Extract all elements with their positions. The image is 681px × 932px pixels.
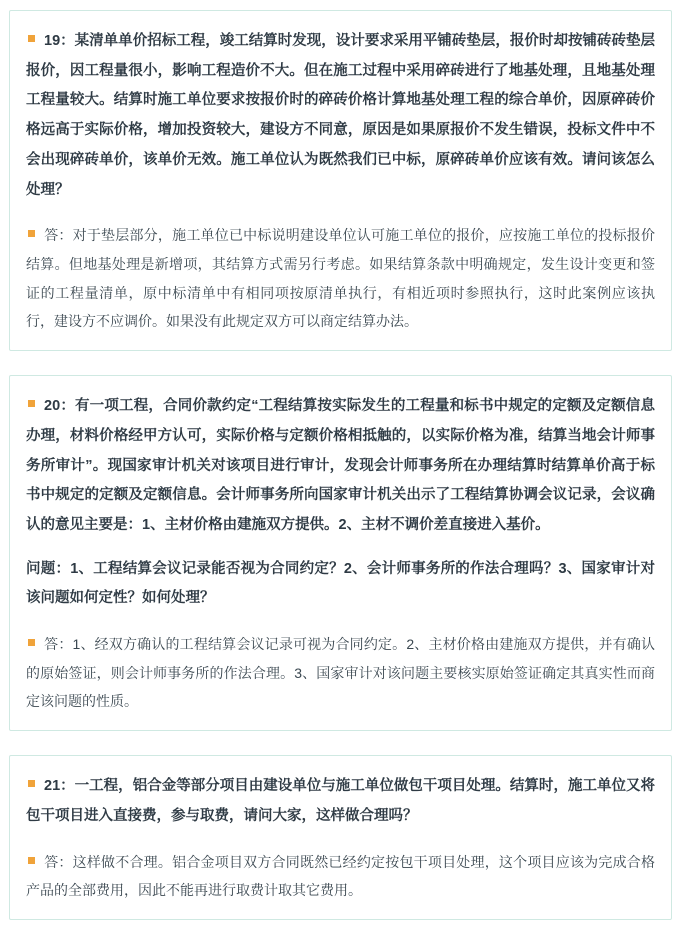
sub-question-text: 问题：1、工程结算会议记录能否视为合同约定？2、会计师事务所的作法合理吗？3、国家审计对该问题如何定性？如何处理？ bbox=[26, 560, 655, 607]
qa-card bbox=[9, 375, 672, 731]
answer-body: 对于垫层部分，施工单位已中标说明建设单位认可施工单位的报价，应按施工单位的投标报价结算。但地基处理是新增项，其结算方式需另行考虑。如果结算条款中明确规定，发生设计变更和签证的工程量清单，原中标清单中有相同项按原清单执行，有相近项时参照执行，这时此案例应该执行，建设方不应调价。如果没有此规定双方可以商定结算办法。 bbox=[26, 227, 656, 330]
question-number: 21： bbox=[44, 778, 75, 795]
answer-body: 1、经双方确认的工程结算会议记录可视为合同约定。2、主材价格由建施双方提供，并有确认的原始签证，则会计师事务所的作法合理。3、国家审计对该问题主要核实原始签证确定其真实性而商定该问题的性质。 bbox=[26, 636, 656, 710]
square-bullet-icon bbox=[28, 857, 35, 864]
answer-label: 答： bbox=[44, 227, 73, 244]
answer-text bbox=[26, 221, 655, 336]
question-text bbox=[26, 27, 655, 205]
qa-card bbox=[9, 10, 672, 351]
question-text bbox=[26, 392, 655, 541]
answer-text bbox=[26, 848, 655, 905]
square-bullet-icon bbox=[28, 230, 35, 237]
qa-card bbox=[9, 755, 672, 920]
answer-label: 答： bbox=[44, 636, 73, 653]
question-text bbox=[26, 772, 655, 831]
question-body: 有一项工程，合同价款约定“工程结算按实际发生的工程量和标书中规定的定额及定额信息办理，材料价格经甲方认可，实际价格与定额价格相抵触的，以实际价格为准，结算当地会计师事务所审计”。现国家审计机关对该项目进行审计，发现会计师事务所在办理结算时结算单价高于标书中规定的定额及定额信息。会计师事务所向国家审计机关出示了工程结算协调会议记录，会议确认的意见主要是：1、主材价格由建施双方提供。2、主材不调价差直接进入基价。 bbox=[26, 398, 655, 533]
question-number: 20： bbox=[44, 398, 75, 415]
question-number: 19： bbox=[44, 33, 75, 49]
question-body: 一工程，铝合金等部分项目由建设单位与施工单位做包干项目处理。结算时，施工单位又将包干项目进入直接费，参与取费，请问大家，这样做合理吗？ bbox=[26, 778, 655, 824]
square-bullet-icon bbox=[28, 639, 35, 646]
answer-label: 答： bbox=[44, 853, 73, 870]
square-bullet-icon bbox=[28, 35, 35, 42]
square-bullet-icon bbox=[28, 780, 35, 787]
answer-body: 这样做不合理。铝合金项目双方合同既然已经约定按包干项目处理，这个项目应该为完成合格产品的全部费用，因此不能再进行取费计取其它费用。 bbox=[26, 853, 656, 899]
question-body: 某清单单价招标工程，竣工结算时发现，设计要求采用平铺砖垫层，报价时却按铺砖砖垫层报价，因工程量很小，影响工程造价不大。但在施工过程中采用碎砖进行了地基处理，且地基处理工程量较大。结算时施工单位要求按报价时的碎砖价格计算地基处理工程的综合单价，因原碎砖价格远高于实际价格，增加投资较大，建设方不同意，原因是如果原报价不发生错误，投标文件中不会出现碎砖单价，该单价无效。施工单位认为既然我们已中标，原碎砖单价应该有效。请问该怎么处理？ bbox=[26, 33, 655, 198]
square-bullet-icon bbox=[28, 400, 35, 407]
answer-text bbox=[26, 630, 655, 716]
